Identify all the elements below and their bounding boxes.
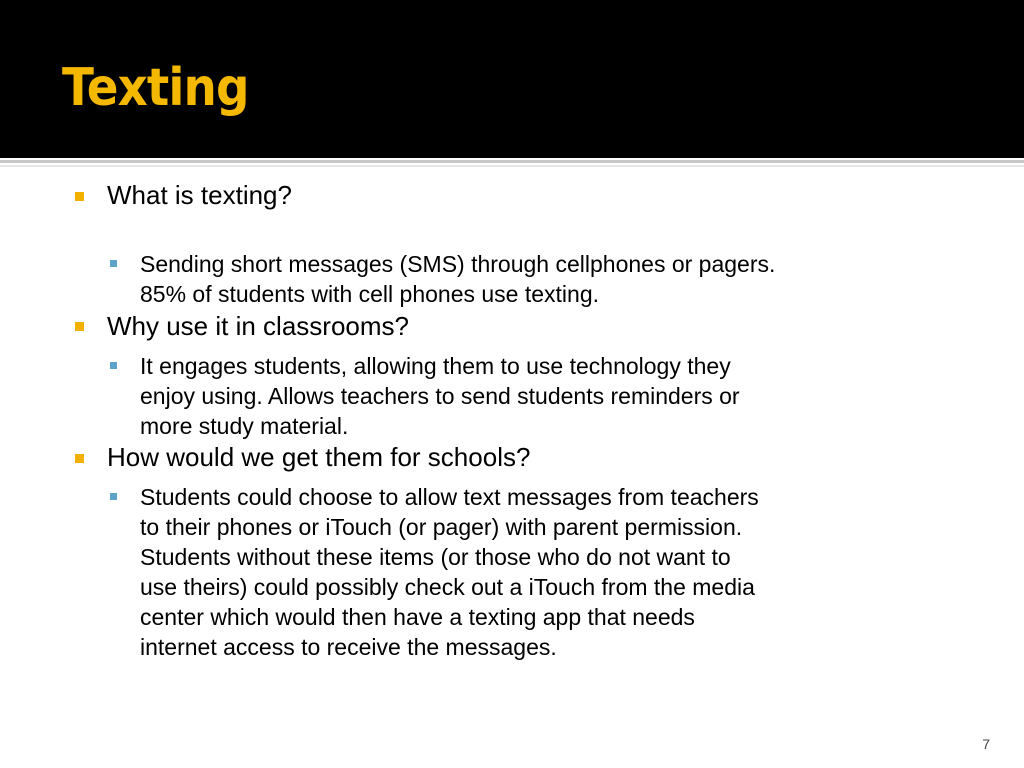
square-bullet-icon — [75, 454, 84, 463]
square-bullet-icon — [75, 322, 84, 331]
sub-bullet-line: 85% of students with cell phones use texting. — [140, 281, 600, 307]
square-bullet-icon — [75, 192, 84, 201]
sub-bullet-text — [140, 249, 980, 309]
sub-bullet-line: internet access to receive the messages. — [140, 634, 557, 660]
small-square-bullet-icon — [110, 493, 117, 500]
sub-bullet-line: It engages students, allowing them to use technology they — [140, 353, 731, 379]
small-square-bullet-icon — [110, 260, 117, 267]
bullet-heading: Why use it in classrooms? — [107, 311, 409, 341]
slide-number: 7 — [982, 736, 990, 752]
title-divider-shadow — [0, 165, 1024, 167]
bullet-heading: What is texting? — [107, 180, 292, 210]
bullet-heading: How would we get them for schools? — [107, 442, 531, 472]
sub-bullet-text — [140, 351, 980, 441]
sub-bullet-line: more study material. — [140, 413, 349, 439]
slide-title: Texting — [62, 58, 249, 118]
sub-bullet-text — [140, 482, 980, 662]
title-bar — [0, 0, 1024, 158]
sub-bullet-line: use theirs) could possibly check out a iTouch from the media — [140, 574, 755, 600]
sub-bullet-line: center which would then have a texting app that needs — [140, 604, 695, 630]
sub-bullet-line: Sending short messages (SMS) through cellphones or pagers. — [140, 251, 776, 277]
sub-bullet-line: to their phones or iTouch (or pager) with parent permission. — [140, 514, 743, 540]
title-divider — [0, 160, 1024, 163]
sub-bullet-line: Students could choose to allow text messages from teachers — [140, 484, 759, 510]
small-square-bullet-icon — [110, 362, 117, 369]
sub-bullet-line: Students without these items (or those who do not want to — [140, 544, 731, 570]
sub-bullet-line: enjoy using. Allows teachers to send students reminders or — [140, 383, 740, 409]
